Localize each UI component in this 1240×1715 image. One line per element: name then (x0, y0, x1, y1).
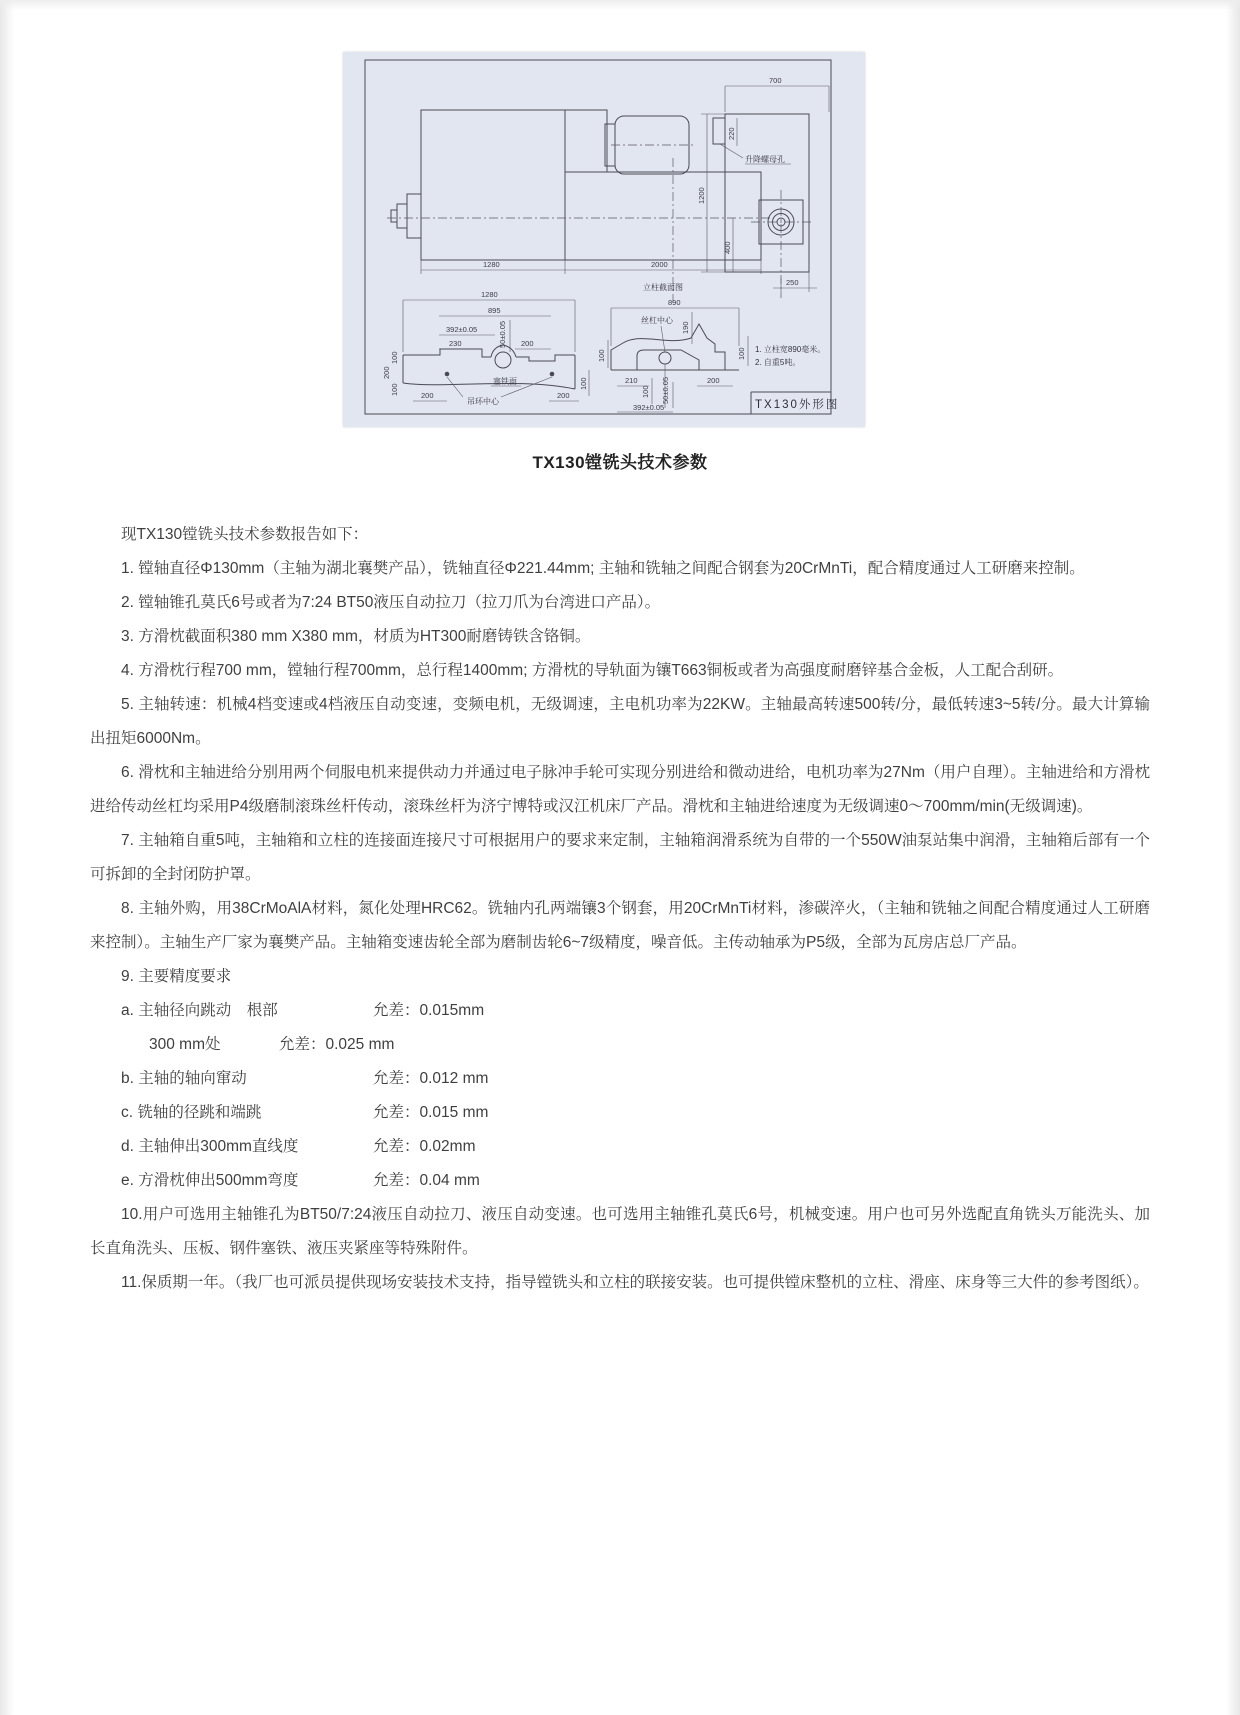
dim-210: 210 (625, 376, 638, 385)
dim-50: 50±0.05 (498, 320, 507, 348)
page-title: TX130镗铣头技术参数 (532, 453, 708, 472)
label-lifting-nut-hole: 升降螺母孔 (745, 155, 785, 164)
item-2: 2. 镗轴锥孔莫氏6号或者为7:24 BT50液压自动拉刀（拉刀爪为台湾进口产品）。 (121, 594, 661, 611)
precision-row-c (90, 1096, 1150, 1130)
item-8: 8. 主轴外购，用38CrMoAlA材料，氮化处理HRC62。铣轴内孔两端镶3个钢套，用20CrMnTi材料，渗碳淬火，（主轴和铣轴之间配合精度通过人工研磨来控制）。主轴生产厂家为襄樊产品。主轴箱变速齿轮全部为磨制齿轮6~7级精度，噪音低。主传动轴承为P5级，全部为瓦房店总厂产品。 (90, 900, 1150, 951)
label-ring-center: 吊环中心 (467, 397, 499, 406)
dim-400: 400 (723, 241, 732, 254)
precision-row-b (90, 1062, 1150, 1096)
dim-250: 250 (786, 278, 799, 287)
dim-100-d: 100 (597, 349, 606, 362)
drawing-title-block (751, 392, 839, 414)
precision-name: d. 主轴伸出300mm直线度 (121, 1138, 299, 1155)
precision-row-300mm (90, 1028, 1150, 1062)
dim-230: 230 (449, 339, 462, 348)
item-5: 5. 主轴转速：机械4档变速或4档液压自动变速，变频电机，无级调速，主电机功率为22KW。主轴最高转速500转/分，最低转速3~5转/分。最大计算输出扭矩6000Nm。 (90, 696, 1150, 747)
note-column-width: 1. 立柱宽890毫米。 (755, 345, 826, 354)
precision-name: e. 方滑枕伸出500mm弯度 (121, 1172, 299, 1189)
dim-100-f: 100 (641, 385, 650, 398)
dim-100-b: 100 (390, 383, 399, 396)
precision-tolerance: 允差：0.04 mm (373, 1172, 480, 1189)
precision-name: b. 主轴的轴向窜动 (121, 1070, 247, 1087)
dim-890: 890 (668, 298, 681, 307)
precision-tolerance: 允差：0.015 mm (373, 1104, 489, 1121)
label-screw-center: 丝杠中心 (641, 316, 673, 325)
dim-100-a: 100 (390, 351, 399, 364)
item-7: 7. 主轴箱自重5吨，主轴箱和立柱的连接面连接尺寸可根据用户的要求来定制，主轴箱润滑系统为自带的一个550W油泵站集中润滑，主轴箱后部有一个可拆卸的全封闭防护罩。 (90, 832, 1150, 883)
dim-220: 220 (727, 127, 736, 140)
dim-200-a: 200 (521, 339, 534, 348)
dim-200-c: 200 (421, 391, 434, 400)
label-column-section: 立柱截面图 (643, 283, 683, 292)
dim-190: 190 (681, 321, 690, 334)
dim-100-c: 100 (579, 377, 588, 390)
dim-100-e: 100 (737, 347, 746, 360)
dim-1200: 1200 (697, 187, 706, 204)
dim-200-d: 200 (557, 391, 570, 400)
item-3: 3. 方滑枕截面积380 mm X380 mm，材质为HT300耐磨铸铁含铬铜。 (121, 628, 591, 645)
document-body (90, 518, 1150, 1300)
label-gib-face: 塞铁面 (493, 377, 517, 386)
dim-392: 392±0.05 (446, 325, 478, 334)
dim-895: 895 (488, 306, 501, 315)
precision-tolerance: 允差：0.025 mm (279, 1036, 395, 1053)
precision-tolerance: 允差：0.015mm (373, 1002, 485, 1019)
item-9-heading: 9. 主要精度要求 (121, 968, 232, 985)
dim-sec-1280: 1280 (481, 290, 498, 299)
ram-section-view (382, 290, 589, 406)
precision-name: 300 mm处 (149, 1036, 221, 1053)
column-view (697, 76, 829, 298)
item-10: 10.用户可选用主轴锥孔为BT50/7:24液压自动拉刀、液压自动变速。也可选用主轴锥孔莫氏6号，机械变速。用户也可另外选配直角铣头万能洗头、加长直角洗头、压板、钢件塞铁、液压夹紧座等特殊附件。 (90, 1206, 1150, 1257)
page-top-fade (0, 0, 1240, 10)
precision-name: a. 主轴径向跳动 根部 (121, 1002, 278, 1019)
dim-1280: 1280 (483, 260, 500, 269)
precision-row-d (90, 1130, 1150, 1164)
item-4: 4. 方滑枕行程700 mm，镗轴行程700mm，总行程1400mm; 方滑枕的导轨面为镶T663铜板或者为高强度耐磨锌基合金板，人工配合刮研。 (121, 662, 1064, 679)
note-weight: 2. 自重5吨。 (755, 358, 801, 367)
side-view (387, 110, 773, 304)
precision-tolerance: 允差：0.02mm (373, 1138, 476, 1155)
tx130-outline-drawing (343, 52, 865, 427)
dim-700: 700 (769, 76, 782, 85)
dim-50-b: 50±0.05 (661, 376, 670, 404)
precision-row-e (90, 1164, 1150, 1198)
dim-392-b: 392±0.05 (633, 403, 665, 412)
intro-paragraph: 现TX130镗铣头技术参数报告如下： (121, 526, 369, 543)
precision-row-a (90, 994, 1150, 1028)
item-6: 6. 滑枕和主轴进给分别用两个伺服电机来提供动力并通过电子脉冲手轮可实现分别进给和微动进给，电机功率为27Nm（用户自理）。主轴进给和方滑枕进给传动丝杠均采用P4级磨制滚珠丝杆传动，滚珠丝杆为济宁博特或汉江机床厂产品。滑枕和主轴进给速度为无级调速0～700mm/min(无级调速)。 (90, 764, 1150, 815)
technical-drawing-scan (343, 52, 865, 427)
dim-2000: 2000 (651, 260, 668, 269)
dim-200-b: 200 (382, 366, 391, 379)
item-1: 1. 镗轴直径Φ130mm（主轴为湖北襄樊产品），铣轴直径Φ221.44mm; 主轴和铣轴之间配合钢套为20CrMnTi，配合精度通过人工研磨来控制。 (121, 560, 1085, 577)
precision-name: c. 铣轴的径跳和端跳 (121, 1104, 262, 1121)
drawing-title-text: TX130外形图 (755, 399, 840, 411)
precision-tolerance: 允差：0.012 mm (373, 1070, 489, 1087)
item-11: 11.保质期一年。（我厂也可派员提供现场安装技术支持，指导镗铣头和立柱的联接安装。也可提供镗床整机的立柱、滑座、床身等三大件的参考图纸）。 (121, 1274, 1149, 1291)
dim-200-e: 200 (707, 376, 720, 385)
